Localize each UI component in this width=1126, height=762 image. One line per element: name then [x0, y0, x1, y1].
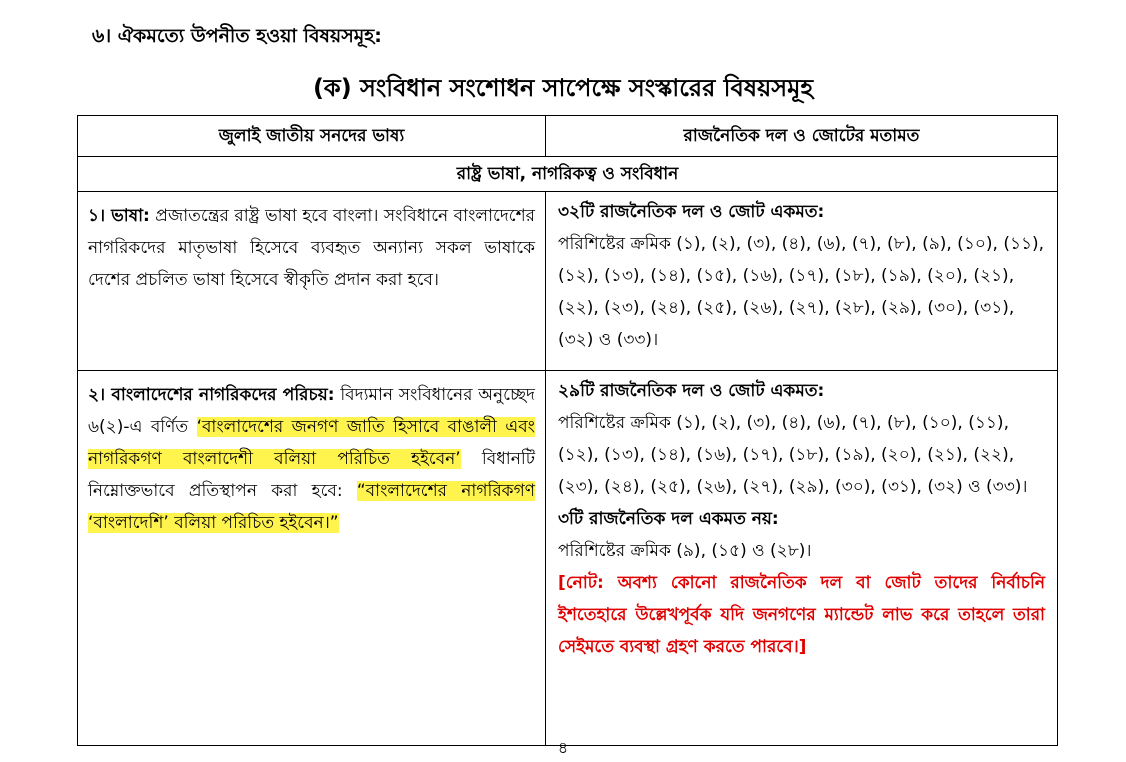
document-title: (ক) সংবিধান সংশোধন সাপেক্ষে সংস্কারের বিষয়সমূহ: [312, 74, 814, 102]
table-header-row: [78, 116, 1058, 157]
subheader-language-citizenship: রাষ্ট্র ভাষা, নাগরিকত্ব ও সংবিধান: [78, 157, 1058, 192]
row1-agree-list: পরিশিষ্টের ক্রমিক (১), (২), (৩), (৪), (৬), (৭), (৮), (৯), (১০), (১১), (১২), (১৩), (১৪), (১৫), (১৬), (১৭), (১৮), (১৯), (২০), (২১), (২২), (২৩), (২৪), (২৫), (২৬), (২৭), (২৮), (২৯), (৩০), (৩১), (৩২) ও (৩৩)।: [558, 234, 1045, 350]
row1-text: প্রজাতন্ত্রের রাষ্ট্র ভাষা হবে বাংলা। সংবিধানে বাংলাদেশের নাগরিকদের মাতৃভাষা হিসেবে ব্যবহৃত অন্যান্য সকল ভাষাকে দেশের প্রচলিত ভাষা হিসেবে স্বীকৃতি প্রদান করা হবে।: [88, 206, 535, 290]
row2-text-2: বিধানটি নিম্নোক্তভাবে প্রতিস্থাপন করা হবে:: [88, 449, 535, 501]
table-row: [78, 371, 1058, 746]
row2-highlight-new-provision: “বাংলাদেশের নাগরিকগণ ‘বাংলাদেশি’ বলিয়া পরিচিত হইবেন।”: [88, 481, 535, 533]
row2-text-1: বিদ্যমান সংবিধানের অনুচ্ছেদ ৬(২)-এ বর্ণিত: [88, 385, 535, 437]
row2-opinion-cell: [546, 371, 1058, 746]
row2-disagree-heading: ৩টি রাজনৈতিক দল একমত নয়:: [558, 509, 779, 529]
row2-highlight-existing-provision: ‘বাংলাদেশের জনগণ জাতি হিসাবে বাঙালী এবং নাগরিকগণ বাংলাদেশী বলিয়া পরিচিত হইবেন’: [88, 417, 535, 469]
row1-label: ১। ভাষা:: [88, 206, 150, 226]
row2-disagree-list: পরিশিষ্টের ক্রমিক (৯), (১৫) ও (২৮)।: [558, 541, 812, 561]
table-row: [78, 192, 1058, 371]
row1-agree-heading: ৩২টি রাজনৈতিক দল ও জোট একমত:: [558, 202, 825, 222]
table-subheader-row: [78, 157, 1058, 192]
reform-table: [77, 115, 1058, 746]
page-number: ৪: [557, 738, 569, 757]
header-party-opinion: রাজনৈতিক দল ও জোটের মতামত: [546, 116, 1058, 157]
row1-charter-cell: [78, 192, 546, 371]
row2-charter-cell: [78, 371, 546, 746]
row2-agree-heading: ২৯টি রাজনৈতিক দল ও জোট একমত:: [558, 381, 825, 401]
row2-label: ২। বাংলাদেশের নাগরিকদের পরিচয়:: [88, 385, 335, 405]
section-heading: ৬। ঐকমত্যে উপনীত হওয়া বিষয়সমূহ:: [92, 25, 382, 47]
row1-opinion-cell: [546, 192, 1058, 371]
row2-note: [নোট: অবশ্য কোনো রাজনৈতিক দল বা জোট তাদের নির্বাচনি ইশতেহারে উল্লেখপূর্বক যদি জনগণের ম্যান্ডেট লাভ করে তাহলে তারা সেইমতে ব্যবস্থা গ্রহণ করতে পারবে।]: [558, 573, 1045, 657]
row2-agree-list: পরিশিষ্টের ক্রমিক (১), (২), (৩), (৪), (৬), (৭), (৮), (১০), (১১), (১২), (১৩), (১৪), (১৬), (১৭), (১৮), (১৯), (২০), (২১), (২২), (২৩), (২৪), (২৫), (২৬), (২৭), (২৯), (৩০), (৩১), (৩২) ও (৩৩)।: [558, 413, 1028, 497]
header-charter-text: জুলাই জাতীয় সনদের ভাষ্য: [78, 116, 546, 157]
